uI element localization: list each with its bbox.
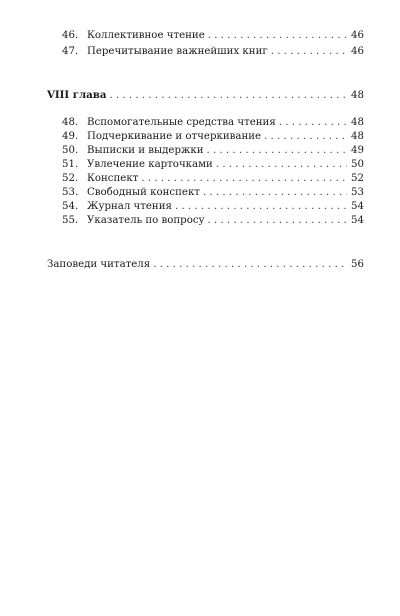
dot-leader xyxy=(279,116,347,130)
toc-entry-title: Коллективное чтение xyxy=(87,30,205,41)
toc-entry-page: 49 xyxy=(351,145,364,156)
toc-entry-number: 54. xyxy=(62,201,79,212)
toc-entry-number: 47. xyxy=(62,46,79,57)
toc-entry-number: 50. xyxy=(62,145,79,156)
toc-entry-page: 48 xyxy=(351,117,364,128)
toc-entry-number: 48. xyxy=(62,117,79,128)
toc-entry-title: Журнал чтения xyxy=(87,201,172,212)
toc-entry-page: 52 xyxy=(351,173,364,184)
dot-leader xyxy=(141,172,347,186)
dot-leader xyxy=(271,45,347,59)
toc-entry-title: Указатель по вопросу xyxy=(87,215,205,226)
toc-entry-53 xyxy=(0,186,400,200)
toc-entry-number: 53. xyxy=(62,187,79,198)
toc-entry-page: 46 xyxy=(351,30,364,41)
toc-entry-page: 48 xyxy=(351,131,364,142)
dot-leader xyxy=(208,29,347,43)
toc-entry-48 xyxy=(0,116,400,130)
toc-entry-46 xyxy=(0,29,400,43)
toc-entry-number: 55. xyxy=(62,215,79,226)
toc-entry-title: Увлечение карточками xyxy=(87,159,213,170)
dot-leader xyxy=(208,214,347,228)
toc-entry-title: Заповеди читателя xyxy=(47,259,151,270)
toc-entry-title: Перечитывание важнейших книг xyxy=(87,46,268,57)
toc-entry-49 xyxy=(0,130,400,144)
toc-entry-50 xyxy=(0,144,400,158)
toc-entry-title: Вспомогательные средства чтения xyxy=(87,117,276,128)
chapter-page: 48 xyxy=(351,90,364,101)
toc-entry-51 xyxy=(0,158,400,172)
toc-entry-title: Свободный конспект xyxy=(87,187,200,198)
dot-leader xyxy=(216,158,347,172)
toc-entry-52 xyxy=(0,172,400,186)
toc-entry-page: 54 xyxy=(351,201,364,212)
toc-entry-number: 52. xyxy=(62,173,79,184)
dot-leader xyxy=(264,130,347,144)
toc-entry-55 xyxy=(0,214,400,228)
dot-leader xyxy=(109,89,347,103)
toc-entry-number: 51. xyxy=(62,159,79,170)
toc-entry-number: 46. xyxy=(62,30,79,41)
toc-entry-title: Конспект xyxy=(87,173,139,184)
toc-entry-title: Подчеркивание и отчеркивание xyxy=(87,131,262,142)
chapter-heading-viii xyxy=(0,88,400,102)
dot-leader xyxy=(207,144,348,158)
toc-entry-page: 50 xyxy=(351,159,364,170)
toc-entry-number: 49. xyxy=(62,131,79,142)
dot-leader xyxy=(203,186,347,200)
dot-leader xyxy=(175,200,347,214)
toc-entry-54 xyxy=(0,200,400,214)
toc-entry-title: Выписки и выдержки xyxy=(87,145,204,156)
toc-entry-page: 46 xyxy=(351,46,364,57)
toc-entry-page: 53 xyxy=(351,187,364,198)
toc-entry-page: 54 xyxy=(351,215,364,226)
toc-entry-page: 56 xyxy=(351,259,364,270)
dot-leader xyxy=(153,258,347,272)
toc-entry-reader-commandments xyxy=(0,258,400,272)
toc-entry-47 xyxy=(0,45,400,59)
chapter-title: VIII глава xyxy=(47,89,107,101)
